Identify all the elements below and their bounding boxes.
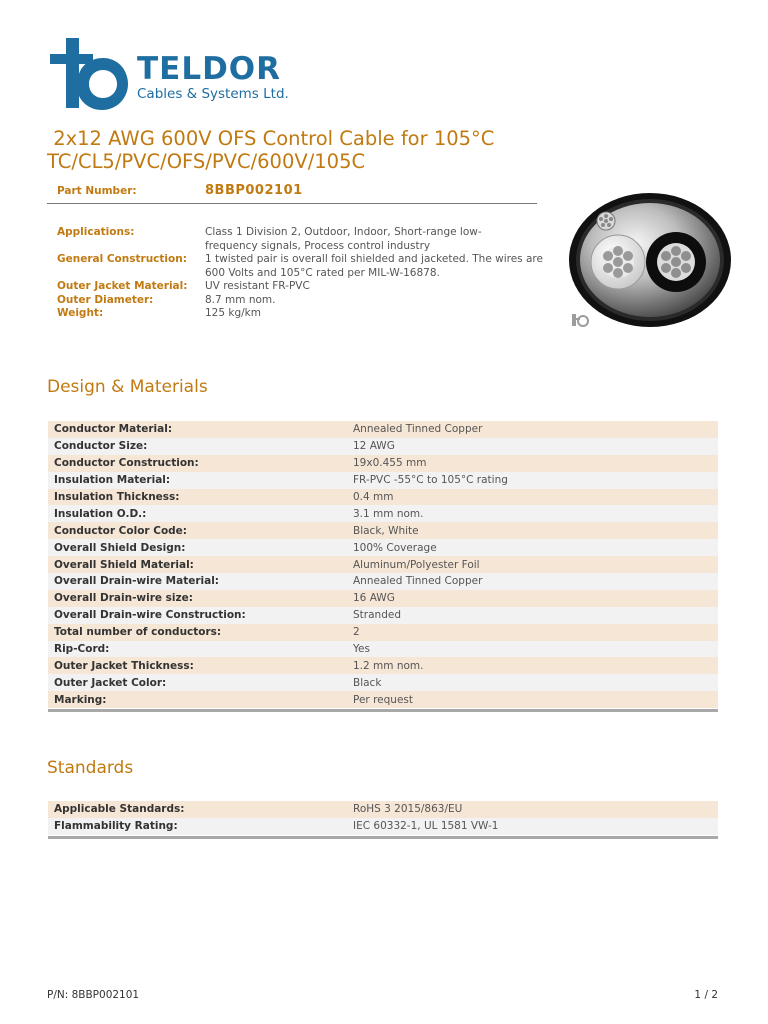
design-materials-table: [48, 421, 718, 708]
row-label: Overall Drain-wire size:: [48, 590, 347, 607]
row-label: Overall Drain-wire Material:: [48, 573, 347, 590]
row-label: Insulation Material:: [48, 472, 347, 489]
part-number-value: 8BBP002101: [205, 183, 303, 198]
spec-weight: [57, 307, 547, 321]
table-row: [48, 657, 718, 674]
row-value: Annealed Tinned Copper: [347, 573, 718, 590]
row-value: 2: [347, 624, 718, 641]
row-label: Marking:: [48, 691, 347, 708]
row-value: IEC 60332-1, UL 1581 VW-1: [347, 818, 718, 835]
spec-label: Applications:: [57, 226, 135, 238]
table-row: [48, 573, 718, 590]
teldor-logo: [46, 34, 306, 110]
standards-table: [48, 801, 718, 835]
spec-value: 8.7 mm nom.: [205, 293, 276, 306]
table-row: [48, 505, 718, 522]
table-row: [48, 556, 718, 573]
row-value: Black: [347, 674, 718, 691]
row-value: 100% Coverage: [347, 539, 718, 556]
table-row: [48, 607, 718, 624]
standards-table-bottom-rule: [48, 836, 718, 839]
footer-page-number: 1 / 2: [694, 989, 718, 1001]
table-row: [48, 590, 718, 607]
part-number-label: Part Number:: [57, 185, 137, 197]
table-row: [48, 674, 718, 691]
spec-label: General Construction:: [57, 253, 187, 265]
row-label: Outer Jacket Color:: [48, 674, 347, 691]
spec-value: 125 kg/km: [205, 307, 261, 319]
row-value: 12 AWG: [347, 438, 718, 455]
spec-general-construction: [57, 253, 547, 280]
table-row: [48, 801, 718, 818]
table-row: [48, 691, 718, 708]
row-value: Annealed Tinned Copper: [347, 421, 718, 438]
row-label: Total number of conductors:: [48, 624, 347, 641]
table-row: [48, 818, 718, 835]
design-materials-heading: Design & Materials: [47, 377, 208, 397]
row-label: Insulation Thickness:: [48, 489, 347, 506]
spec-outer-diameter: [57, 294, 547, 308]
row-label: Overall Drain-wire Construction:: [48, 607, 347, 624]
row-value: 0.4 mm: [347, 489, 718, 506]
table-row: [48, 455, 718, 472]
spec-value: UV resistant FR-PVC: [205, 280, 310, 292]
spec-value: Class 1 Division 2, Outdoor, Indoor, Short-range low-frequency signals, Process control industry: [205, 226, 482, 252]
spec-applications: [57, 226, 547, 253]
row-value: Per request: [347, 691, 718, 708]
brand-name: TELDOR: [137, 51, 282, 87]
row-value: 19x0.455 mm: [347, 455, 718, 472]
table-row: [48, 438, 718, 455]
row-label: Insulation O.D.:: [48, 505, 347, 522]
brand-subtitle: Cables & Systems Ltd.: [137, 86, 289, 102]
row-label: Flammability Rating:: [48, 818, 347, 835]
row-value: Stranded: [347, 607, 718, 624]
row-label: Overall Shield Material:: [48, 556, 347, 573]
row-label: Outer Jacket Thickness:: [48, 657, 347, 674]
row-label: Conductor Construction:: [48, 455, 347, 472]
row-label: Conductor Size:: [48, 438, 347, 455]
row-label: Overall Shield Design:: [48, 539, 347, 556]
title-line-2: TC/CL5/PVC/OFS/PVC/600V/105C: [47, 150, 366, 173]
table-row: [48, 421, 718, 438]
row-value: FR-PVC -55°C to 105°C rating: [347, 472, 718, 489]
row-value: 1.2 mm nom.: [347, 657, 718, 674]
design-table-bottom-rule: [48, 709, 718, 712]
spec-label: Outer Diameter:: [57, 293, 154, 306]
standards-heading: Standards: [47, 758, 134, 778]
row-label: Applicable Standards:: [48, 801, 347, 818]
spec-value: 1 twisted pair is overall foil shielded and jacketed. The wires are 600 Volts and 105°C rated per MIL-W-16878.: [205, 253, 543, 279]
row-label: Conductor Color Code:: [48, 522, 347, 539]
table-row: [48, 522, 718, 539]
row-label: Rip-Cord:: [48, 641, 347, 658]
table-row: [48, 624, 718, 641]
row-value: 16 AWG: [347, 590, 718, 607]
table-row: [48, 489, 718, 506]
row-value: Black, White: [347, 522, 718, 539]
row-value: Yes: [347, 641, 718, 658]
row-value: 3.1 mm nom.: [347, 505, 718, 522]
table-row: [48, 472, 718, 489]
part-number-row: [47, 183, 537, 204]
table-row: [48, 641, 718, 658]
table-row: [48, 539, 718, 556]
title-line-1: 2x12 AWG 600V OFS Control Cable for 105°C: [47, 127, 495, 150]
cable-cross-section-image: [562, 190, 732, 330]
spec-label: Outer Jacket Material:: [57, 280, 188, 292]
spec-outer-jacket-material: [57, 280, 547, 294]
row-label: Conductor Material:: [48, 421, 347, 438]
row-value: RoHS 3 2015/863/EU: [347, 801, 718, 818]
footer-part-number: P/N: 8BBP002101: [47, 989, 140, 1001]
teldor-logo-mark: [46, 34, 132, 110]
spec-list: [57, 226, 547, 321]
spec-label: Weight:: [57, 307, 104, 319]
row-value: Aluminum/Polyester Foil: [347, 556, 718, 573]
product-title: [47, 127, 647, 173]
